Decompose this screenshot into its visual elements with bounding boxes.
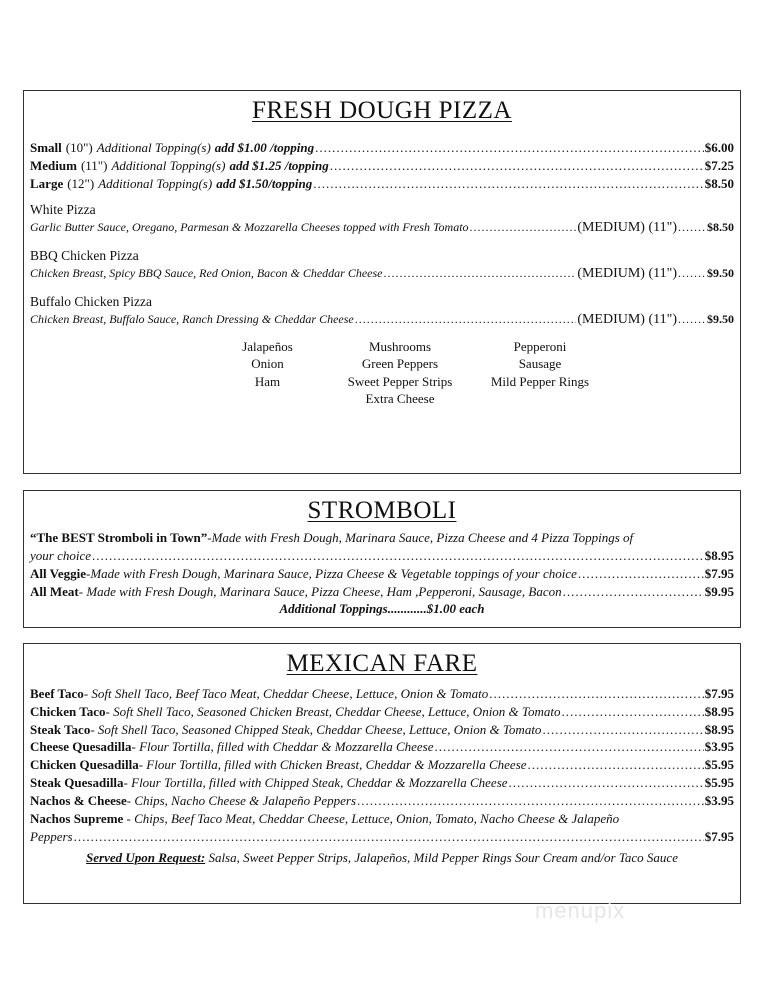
dot-leader — [313, 175, 703, 193]
item-name: Nachos & Cheese — [30, 792, 127, 808]
nachos-supreme-price-row: Peppers ..... $7.95 — [30, 828, 734, 846]
specialty-price: $9.50 — [707, 266, 734, 281]
pizza-size-row — [30, 139, 734, 157]
size-text: Additional Topping(s) — [111, 157, 226, 173]
dot-leader — [678, 219, 706, 237]
mexican-items — [30, 685, 734, 810]
size-text: Additional Topping(s) — [96, 140, 211, 155]
menu-item-row — [30, 685, 734, 703]
menu-item-row — [30, 565, 734, 583]
dot-leader — [330, 157, 704, 175]
dot-leader — [355, 311, 577, 329]
size-price: $6.00 — [704, 140, 734, 155]
dot-leader — [528, 756, 704, 774]
specialty-price: $9.50 — [707, 311, 734, 326]
topping: Sweet Pepper Strips — [347, 373, 453, 389]
item-price: $8.95 — [704, 703, 734, 719]
specialty-size: (MEDIUM) (11") — [577, 266, 677, 282]
pizza-size-row — [30, 157, 734, 175]
item-name: Beef Taco — [30, 686, 84, 701]
size-add: add $1.25 /topping — [229, 157, 329, 173]
topping: Extra Cheese — [365, 391, 435, 407]
item-desc: - Chips, Nacho Cheese & Jalapeño Peppers — [126, 792, 357, 808]
item-desc: - Flour Tortilla, filled with Cheddar & Mozzarella Cheese — [131, 739, 434, 755]
dot-leader — [383, 265, 576, 283]
size-inches: (10") — [65, 140, 93, 155]
dot-leader — [315, 139, 704, 157]
menu-item-row — [30, 583, 734, 601]
dot-leader — [435, 738, 704, 756]
item-price: $3.95 — [704, 792, 734, 808]
specialty-item — [30, 293, 734, 329]
menu-item-row — [30, 703, 734, 721]
stromboli-title: STROMBOLI — [307, 497, 457, 524]
pizza-section — [23, 90, 741, 474]
nachos-supreme: Nachos Supreme - Chips, Beef Taco Meat, Cheddar Cheese, Lettuce, Onion, Tomato, Nacho Cheese & Jalapeño — [30, 810, 620, 826]
stromboli-additional: Additional Toppings............$1.00 each — [279, 601, 485, 617]
item-desc: - Soft Shell Taco, Beef Taco Meat, Cheddar Cheese, Lettuce, Onion & Tomato — [83, 686, 489, 701]
topping: Green Peppers — [361, 356, 439, 372]
item-desc: - Made with Fresh Dough, Marinara Sauce, Pizza Cheese, Ham ,Pepperoni, Sausage, Bacon — [78, 583, 562, 599]
dot-leader — [509, 774, 704, 792]
dot-leader — [470, 219, 577, 237]
topping: Sausage — [518, 356, 562, 372]
topping: Mild Pepper Rings — [490, 373, 590, 389]
dot-leader — [357, 792, 704, 810]
specialty-item — [30, 201, 734, 237]
stromboli-best-price-row: your choice ..... $8.95 — [30, 547, 734, 565]
item-desc: - Flour Tortilla, filled with Chicken Breast, Cheddar & Mozzarella Cheese — [138, 757, 527, 773]
topping — [475, 390, 605, 408]
size-price: $8.50 — [704, 175, 734, 191]
item-desc: -Made with Fresh Dough, Marinara Sauce, Pizza Cheese & Vegetable toppings of your choice — [85, 565, 577, 581]
stromboli-section — [23, 490, 741, 628]
dot-leader — [561, 703, 703, 721]
item-price: $7.95 — [704, 565, 734, 581]
size-name: Large — [30, 175, 64, 191]
pizza-specialties — [30, 201, 734, 328]
stromboli-items — [30, 565, 734, 601]
size-add: add $1.00 /topping — [214, 140, 315, 155]
size-inches: (12") — [67, 175, 95, 191]
dot-leader — [542, 721, 703, 739]
dot-leader — [563, 583, 704, 601]
item-desc: - Soft Shell Taco, Seasoned Chicken Breast, Cheddar Cheese, Lettuce, Onion & Tomato — [105, 703, 561, 719]
specialty-name: BBQ Chicken Pizza — [30, 248, 139, 264]
size-text: Additional Topping(s) — [98, 175, 213, 191]
item-price: $5.95 — [704, 774, 734, 790]
specialty-price: $8.50 — [707, 220, 734, 235]
item-name: Chicken Taco — [30, 703, 106, 719]
item-name: Chicken Quesadilla — [30, 757, 139, 773]
specialty-name: Buffalo Chicken Pizza — [30, 293, 152, 309]
topping: Ham — [254, 373, 281, 389]
item-price: $3.95 — [704, 739, 734, 755]
specialty-desc: Chicken Breast, Spicy BBQ Sauce, Red Onion, Bacon & Cheddar Cheese — [30, 266, 383, 281]
specialty-item — [30, 247, 734, 283]
item-name: Steak Taco — [30, 721, 91, 737]
topping: Jalapeños — [242, 338, 293, 354]
served-upon-request: Served Upon Request: Salsa, Sweet Pepper Strips, Jalapeños, Mild Pepper Rings Sour Cream and/or Taco Sauce — [86, 850, 678, 866]
specialty-size: (MEDIUM) (11") — [577, 220, 677, 236]
size-add: add $1.50/topping — [216, 175, 313, 191]
item-name: Steak Quesadilla — [30, 774, 124, 790]
topping — [210, 390, 325, 408]
dot-leader — [678, 265, 706, 283]
pizza-title: FRESH DOUGH PIZZA — [252, 97, 512, 124]
specialty-name: White Pizza — [30, 202, 96, 218]
specialty-desc: Chicken Breast, Buffalo Sauce, Ranch Dressing & Cheddar Cheese — [30, 311, 354, 326]
mexican-title: MEXICAN FARE — [286, 650, 478, 677]
item-price: $9.95 — [704, 583, 734, 599]
size-name: Medium — [30, 157, 77, 173]
topping: Mushrooms — [368, 338, 432, 354]
size-price: $7.25 — [704, 157, 734, 173]
size-name: Small — [30, 140, 62, 155]
menupix-watermark: menupix — [535, 898, 626, 923]
item-price: $5.95 — [704, 757, 734, 773]
specialty-row — [30, 311, 734, 329]
item-desc: - Flour Tortilla, filled with Chipped Steak, Cheddar & Mozzarella Cheese — [123, 774, 508, 790]
pizza-size-row — [30, 175, 734, 193]
topping: Onion — [251, 356, 284, 372]
toppings-grid — [210, 338, 734, 408]
item-price: $8.95 — [704, 721, 734, 737]
specialty-desc: Garlic Butter Sauce, Oregano, Parmesan & Mozzarella Cheeses topped with Fresh Tomato — [30, 220, 469, 235]
specialty-row — [30, 265, 734, 283]
item-name: Cheese Quesadilla — [30, 739, 132, 755]
mexican-section — [23, 643, 741, 904]
menu-item-row — [30, 756, 734, 774]
menu-item-row — [30, 721, 734, 739]
dot-leader — [578, 565, 704, 583]
dot-leader — [489, 685, 704, 703]
menu-item-row — [30, 792, 734, 810]
topping: Pepperoni — [513, 338, 567, 354]
item-desc: - Soft Shell Taco, Seasoned Chipped Steak, Cheddar Cheese, Lettuce, Onion & Tomato — [90, 721, 542, 737]
dot-leader — [678, 311, 706, 329]
specialty-size: (MEDIUM) (11") — [577, 311, 677, 327]
item-name: All Veggie — [30, 565, 86, 581]
item-name: All Meat — [30, 583, 79, 599]
pizza-sizes — [30, 139, 734, 192]
specialty-row — [30, 219, 734, 237]
menu-item-row — [30, 738, 734, 756]
size-inches: (11") — [80, 157, 108, 173]
stromboli-best: “The BEST Stromboli in Town”-Made with Fresh Dough, Marinara Sauce, Pizza Cheese and 4 Pizza Toppings of — [30, 530, 634, 545]
menu-item-row — [30, 774, 734, 792]
item-price: $7.95 — [704, 686, 734, 701]
